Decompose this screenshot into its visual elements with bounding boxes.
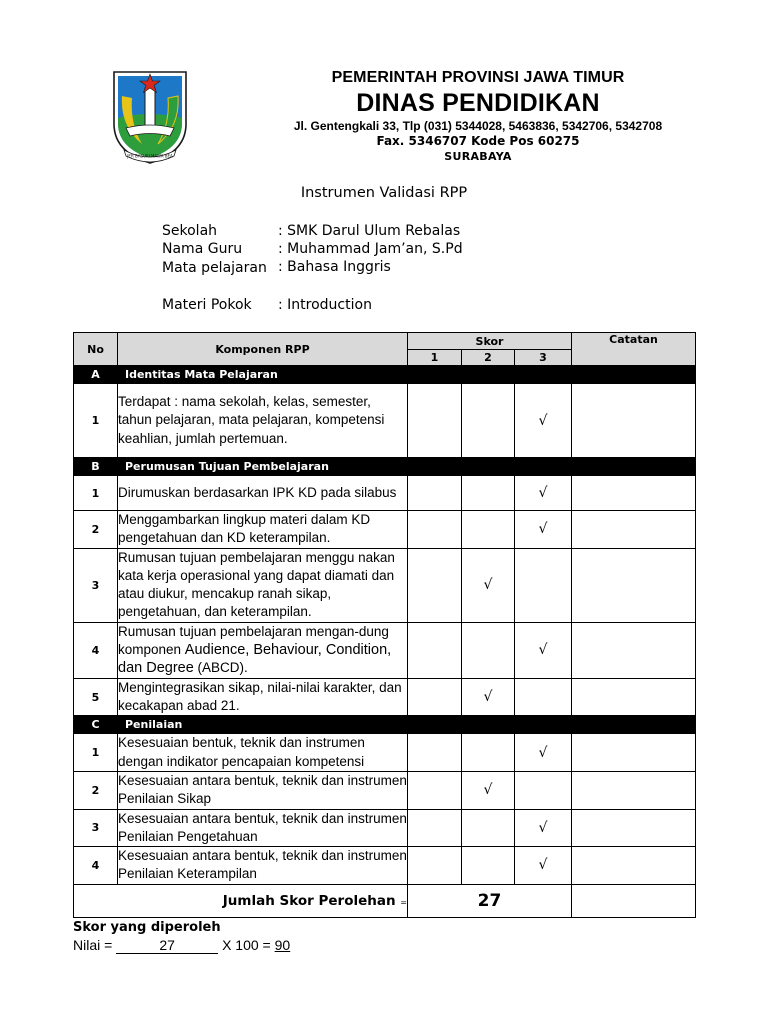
row-komponen: Dirumuskan berdasarkan IPK KD pada silabus: [118, 476, 408, 511]
check-mark: √: [538, 412, 548, 429]
row-komponen-text: Rumusan tujuan pembelajaran mengan-dung komponen: [118, 623, 389, 658]
row-komponen: Kesesuaian antara bentuk, teknik dan instrumen Penilaian Keterampilan: [118, 847, 408, 885]
nilai-suffix: X 100 =: [218, 937, 275, 953]
score-cell-2: [462, 548, 515, 622]
score-cell-2: [462, 511, 515, 549]
row-komponen: Menggambarkan lingkup materi dalam KD pengetahuan dan KD keterampilan.: [118, 511, 408, 549]
nilai-blank: 27: [116, 938, 218, 954]
score-cell-2: [462, 678, 515, 716]
table-row: [74, 511, 696, 549]
total-value: 27: [408, 884, 572, 917]
catatan-cell: [572, 384, 696, 458]
section-title: Perumusan Tujuan Pembelajaran: [118, 458, 696, 476]
validation-table: [73, 332, 696, 918]
table-row: [74, 384, 696, 458]
skor-label: Skor yang diperoleh: [73, 920, 221, 935]
score-cell-1: [408, 384, 462, 458]
table-row: [74, 809, 696, 847]
score-cell-3: [515, 476, 572, 511]
total-equals: =: [400, 897, 407, 907]
table-row: [74, 734, 696, 772]
identity-value: : SMK Darul Ulum Rebalas: [278, 223, 461, 239]
identity-value: : Muhammad Jam’an, S.Pd: [278, 241, 463, 257]
table-row: [74, 847, 696, 885]
catatan-cell: [572, 511, 696, 549]
row-no: 2: [74, 771, 118, 809]
total-label: Jumlah Skor Perolehan: [222, 892, 396, 909]
score-cell-1: [408, 476, 462, 511]
score-cell-1: [408, 771, 462, 809]
row-no: 4: [74, 622, 118, 678]
nilai-prefix: Nilai =: [73, 937, 117, 953]
check-mark: √: [538, 521, 548, 538]
total-catatan-cell: [572, 884, 696, 917]
catatan-cell: [572, 548, 696, 622]
header-skor-1: 1: [408, 350, 462, 366]
check-mark: √: [538, 819, 548, 836]
header-line-city: SURABAYA: [444, 150, 512, 163]
catatan-cell: [572, 847, 696, 885]
section-title: Identitas Mata Pelajaran: [118, 366, 696, 384]
score-cell-3: [515, 511, 572, 549]
table-row: [74, 622, 696, 678]
row-komponen: Rumusan tujuan pembelajaran menggu nakan kata kerja operasional yang dapat diamati dan atau diukur, mencakup ranah sikap, pengetahuan, dan keterampilan.: [118, 548, 408, 622]
score-cell-2: [462, 622, 515, 678]
score-cell-1: [408, 734, 462, 772]
section-row-c: [74, 716, 696, 734]
jawa-timur-emblem-icon: [108, 66, 192, 166]
header-line-fax: Fax. 5346707 Kode Pos 60275: [376, 134, 580, 148]
score-cell-1: [408, 678, 462, 716]
header-komponen: Komponen RPP: [118, 333, 408, 366]
header-line-agency: DINAS PENDIDIKAN: [356, 89, 600, 117]
check-mark: √: [538, 642, 548, 659]
header-skor-3: 3: [515, 350, 572, 366]
check-mark: √: [538, 744, 548, 761]
check-mark: √: [483, 577, 493, 594]
score-cell-3: [515, 809, 572, 847]
identity-label: Materi Pokok: [162, 297, 252, 313]
score-cell-3: [515, 734, 572, 772]
identity-value: : Introduction: [278, 297, 372, 313]
table-row: [74, 678, 696, 716]
row-no: 3: [74, 548, 118, 622]
total-row: [74, 884, 696, 917]
score-cell-1: [408, 809, 462, 847]
score-cell-3: [515, 622, 572, 678]
table-row: [74, 476, 696, 511]
header-no: No: [74, 333, 118, 366]
nilai-formula: [73, 937, 290, 954]
row-komponen: Kesesuaian bentuk, teknik dan instrumen dengan indikator pencapaian kompetensi: [118, 734, 408, 772]
catatan-cell: [572, 476, 696, 511]
score-cell-2: [462, 734, 515, 772]
svg-text:JER BASUKI MAWA BEA: JER BASUKI MAWA BEA: [127, 153, 173, 159]
row-komponen: [118, 622, 408, 678]
row-no: 1: [74, 476, 118, 511]
header-line-address: Jl. Gentengkali 33, Tlp (031) 5344028, 5463836, 5342706, 5342708: [293, 119, 663, 133]
section-row-b: [74, 458, 696, 476]
score-cell-2: [462, 809, 515, 847]
document-title: Instrumen Validasi RPP: [300, 185, 468, 201]
catatan-cell: [572, 678, 696, 716]
score-cell-2: [462, 476, 515, 511]
table-row: [74, 771, 696, 809]
score-cell-3: [515, 384, 572, 458]
header-catatan: Catatan: [572, 333, 696, 366]
row-komponen: Kesesuaian antara bentuk, teknik dan instrumen Penilaian Pengetahuan: [118, 809, 408, 847]
row-komponen: Kesesuaian antara bentuk, teknik dan instrumen Penilaian Sikap: [118, 771, 408, 809]
header-skor-2: 2: [462, 350, 515, 366]
score-cell-2: [462, 847, 515, 885]
catatan-cell: [572, 771, 696, 809]
identity-value: : Bahasa Inggris: [278, 259, 391, 275]
row-komponen-abcd: Audience, Behaviour, Condition, dan Degree: [118, 642, 392, 677]
row-no: 1: [74, 734, 118, 772]
row-komponen-abbr: (ABCD).: [193, 660, 248, 676]
check-mark: √: [483, 782, 493, 799]
check-mark: √: [483, 689, 493, 706]
score-cell-3: [515, 678, 572, 716]
score-cell-3: [515, 771, 572, 809]
header-line-province: PEMERINTAH PROVINSI JAWA TIMUR: [331, 69, 625, 86]
table-header-row: [74, 333, 696, 350]
total-label-cell: [74, 884, 408, 917]
table-row: [74, 548, 696, 622]
score-cell-3: [515, 847, 572, 885]
score-cell-1: [408, 548, 462, 622]
nilai-result: 90: [274, 937, 291, 953]
row-komponen: Terdapat : nama sekolah, kelas, semester, tahun pelajaran, mata pelajaran, kompetensi keahlian, jumlah pertemuan.: [118, 384, 408, 458]
identity-label: Nama Guru: [162, 241, 243, 257]
check-mark: √: [538, 485, 548, 501]
identity-label: Sekolah: [162, 223, 218, 239]
score-cell-2: [462, 384, 515, 458]
score-cell-1: [408, 847, 462, 885]
section-letter: C: [74, 716, 118, 734]
row-no: 2: [74, 511, 118, 549]
score-cell-3: [515, 548, 572, 622]
row-no: 3: [74, 809, 118, 847]
section-title: Penilaian: [118, 716, 696, 734]
row-no: 5: [74, 678, 118, 716]
row-no: 1: [74, 384, 118, 458]
catatan-cell: [572, 622, 696, 678]
score-cell-2: [462, 771, 515, 809]
catatan-cell: [572, 809, 696, 847]
header-skor: Skor: [408, 333, 572, 350]
section-letter: B: [74, 458, 118, 476]
score-cell-1: [408, 622, 462, 678]
row-no: 4: [74, 847, 118, 885]
row-komponen: Mengintegrasikan sikap, nilai-nilai karakter, dan kecakapan abad 21.: [118, 678, 408, 716]
catatan-cell: [572, 734, 696, 772]
score-cell-1: [408, 511, 462, 549]
section-row-a: [74, 366, 696, 384]
letterhead: [208, 68, 748, 165]
check-mark: √: [538, 857, 548, 874]
section-letter: A: [74, 366, 118, 384]
identity-label: Mata pelajaran: [162, 260, 267, 276]
